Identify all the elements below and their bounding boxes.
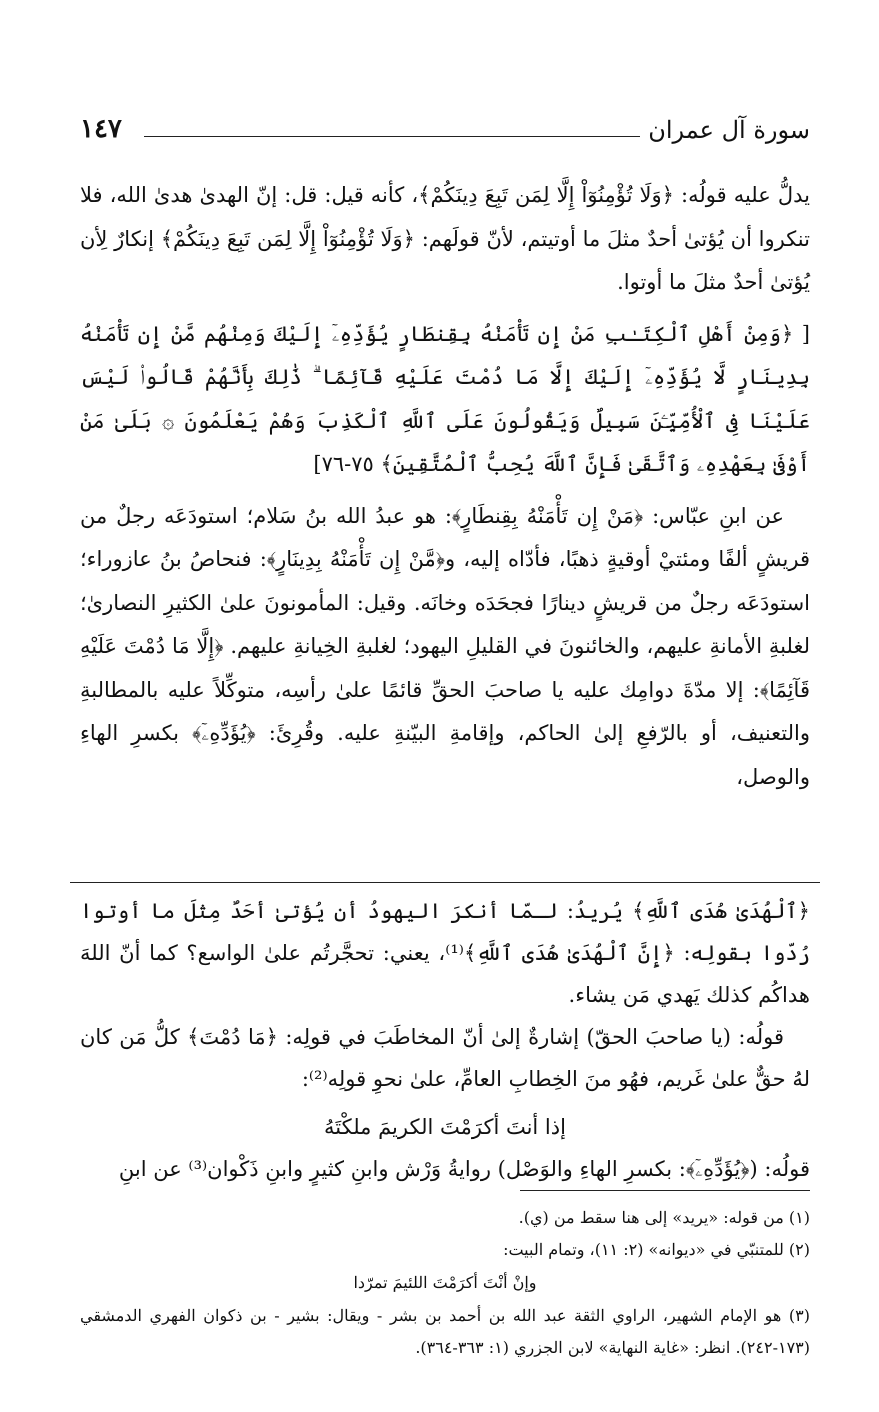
book-page — [80, 112, 810, 1357]
footnote-2: (٢) للمتنبّي في «ديوانه» (٢: ١١)، وتمام البيت: — [503, 1240, 810, 1259]
poem-line: إذا أنتَ أكرَمْتَ الكريمَ ملكْتَهُ — [324, 1115, 566, 1139]
paragraph-tafsir: عن ابنِ عبّاس: ﴿مَنْ إِن تَأْمَنْهُ بِقِنطَارٍ﴾: هو عبدُ الله بنُ سَلام؛ استودَعَه رجلٌ من قريشٍ ألفًا ومئتيْ أوقيةٍ ذهبًا، فأدّاه إليه، و﴿مَّنْ إِن تَأْمَنْهُ بِدِينَارٍ﴾: فنحاصُ بنُ عازوراء؛ استودَعَه رجلٌ من قريشٍ دينارًا فجحَدَه وخانَه. وقيل: المأمونونَ علىٰ الكثيرِ النصارىٰ؛ لغلبةِ الأمانةِ عليهم، والخائنونَ في القليلِ اليهود؛ لغلبةِ الخِيانةِ عليهم. ﴿إِلَّا مَا دُمْتَ عَلَيْهِ قَآئِمًا﴾: إلا مدّةَ دوامِك عليه يا صاحبَ الحقِّ قائمًا علىٰ رأسِه، متوكِّلاً عليه بالمطالبةِ والتعنيف، أو بالرّفعِ إلىٰ الحاكم، وإقامةِ البيّنةِ عليه. وقُرِئَ: ﴿يُؤَدِّهِۦٓ﴾ بكسرِ الهاءِ والوصل، — [80, 503, 810, 789]
commentary-paragraph-2: قولُه: (يا صاحبَ الحقّ) إشارةٌ إلىٰ أنّ المخاطَبَ في قولِه: ﴿مَا دُمْتَ﴾ كلُّ مَن كان لهُ حقٌّ علىٰ غَريم، فهُو منَ الخِطابِ العامِّ، علىٰ نحوِ قولِه⁽²⁾: — [80, 1025, 810, 1091]
page-header — [80, 112, 810, 162]
page-number: ١٤٧ — [80, 114, 122, 144]
header-rule — [144, 136, 640, 137]
commentary-separator — [70, 882, 820, 883]
commentary-paragraph-3: قولُه: (﴿يُؤَدِّهِۦٓ﴾: بكسرِ الهاءِ والوَصْل) روايةُ وَرْش وابنِ كثيرٍ وابنِ ذَكْوان⁽³⁾ عن ابنِ — [118, 1157, 810, 1181]
footnote-1: (١) من قوله: «يريد» إلى هنا سقط من (ي). — [518, 1208, 810, 1227]
main-text — [80, 174, 810, 799]
footnote-separator — [520, 1190, 810, 1191]
footnote-2-verse: وإنْ أنْتَ أكرَمْتَ اللئيمَ تمرّدا — [353, 1273, 537, 1292]
footnote-3: (٣) هو الإمام الشهير، الراوي الثقة عبد الله بن أحمد بن بشر - ويقال: بشير - بن ذكوان الفهري الدمشقي (١٧٣-٢٤٢). انظر: «غاية النهاية» لابن الجزري (١: ٣٦٣-٣٦٤). — [80, 1306, 810, 1357]
surah-title: سورة آل عمران — [648, 116, 810, 144]
paragraph-intro: يدلُّ عليه قولُه: ﴿وَلَا تُؤْمِنُوٓاْ إِلَّا لِمَن تَبِعَ دِينَكُمْ﴾، كأنه قيل: قل: إنّ الهدىٰ هدىٰ الله، فلا تنكروا أن يُؤتىٰ أحدٌ مثلَ ما أوتيتم، لأنّ قولَهم: ﴿وَلَا تُؤْمِنُوٓاْ إِلَّا لِمَن تَبِعَ دِينَكُمْ﴾ إنكارٌ لِأن يُؤتىٰ أحدٌ مثلَ ما أوتوا. — [80, 183, 810, 294]
quran-verse-block: [ ﴿وَمِنْ أَهْلِ ٱلْكِتَـٰبِ مَنْ إِن تَأْمَنْهُ بِقِنطَارٍ يُؤَدِّهِۦٓ إِلَيْكَ وَمِنْهُم مَّنْ إِن تَأْمَنْهُ بِدِينَارٍ لَّا يُؤَدِّهِۦٓ إِلَيْكَ إِلَّا مَا دُمْتَ عَلَيْهِ قَآئِمًا ۗ ذَٰلِكَ بِأَنَّهُمْ قَالُوا۟ لَيْسَ عَلَيْنَا فِى ٱلْأُمِّيِّـۧنَ سَبِيلٌ وَيَقُولُونَ عَلَى ٱللَّهِ ٱلْكَذِبَ وَهُمْ يَعْلَمُونَ ۞ بَلَىٰ مَنْ أَوْفَىٰ بِعَهْدِهِۦ وَٱتَّقَىٰ فَإِنَّ ٱللَّهَ يُحِبُّ ٱلْمُتَّقِينَ﴾ ٧٥-٧٦] — [80, 321, 810, 476]
commentary-paragraph-1: ﴿ٱلْهُدَىٰ هُدَى ٱللَّهِ﴾ يُريدُ: لـمّا أنكرَ اليهودُ أن يُؤتىٰ أحَدٌ مِثلَ ما أوتوا رُدّوا بقولِه: ﴿إِنَّ ٱلْهُدَىٰ هُدَى ٱللَّهِ﴾⁽¹⁾، يعني: تحجَّرتُم علىٰ الواسع؟ كما أنّ اللهَ هداكُم كذلك يَهدي مَن يشاء. — [80, 899, 810, 1007]
footnotes — [80, 1202, 810, 1364]
commentary-section — [80, 890, 810, 1190]
